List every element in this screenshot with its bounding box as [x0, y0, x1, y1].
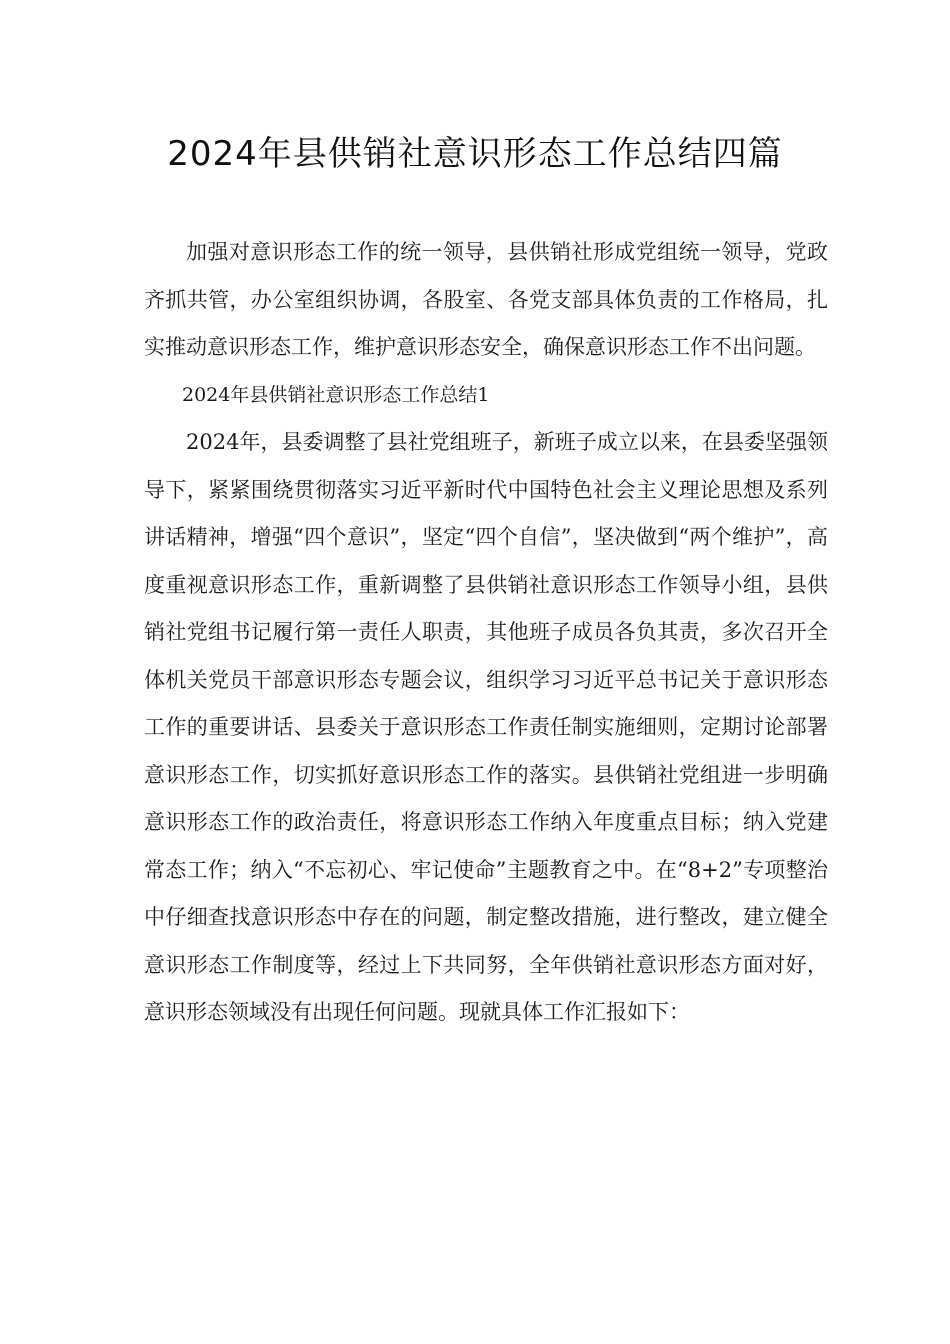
body-paragraph: 2024年，县委调整了县社党组班子，新班子成立以来，在县委坚强领导下，紧紧围绕贯彻落实习近平新时代中国特色社会主义理论思想及系列讲话精神，增强“四个意识”，坚定“四个自信”，坚决做到“两个维护”，高度重视意识形态工作，重新调整了县供销社意识形态工作领导小组，县供销社党组书记履行第一责任人职责，其他班子成员各负其责，多次召开全体机关党员干部意识形态专题会议，组织学习习近平总书记关于意识形态工作的重要讲话、县委关于意识形态工作责任制实施细则，定期讨论部署意识形态工作，切实抓好意识形态工作的落实。县供销社党组进一步明确意识形态工作的政治责任，将意识形态工作纳入年度重点目标；纳入党建常态工作；纳入“不忘初心、牢记使命”主题教育之中。在“8+2”专项整治中仔细查找意识形态中存在的问题，制定整改措施，进行整改，建立健全意识形态工作制度等，经过上下共同努，全年供销社意识形态方面对好，意识形态领域没有出现任何问题。现就具体工作汇报如下：	[144, 430, 828, 1024]
document-body	[144, 229, 828, 1037]
intro-paragraph: 加强对意识形态工作的统一领导，县供销社形成党组统一领导，党政齐抓共管，办公室组织协调，各股室、各党支部具体负责的工作格局，扎实推动意识形态工作，维护意识形态安全，确保意识形态工作不出问题。	[144, 240, 828, 359]
document-title: 2024年县供销社意识形态工作总结四篇	[167, 134, 783, 174]
section-heading: 2024年县供销社意识形态工作总结1	[182, 383, 490, 406]
